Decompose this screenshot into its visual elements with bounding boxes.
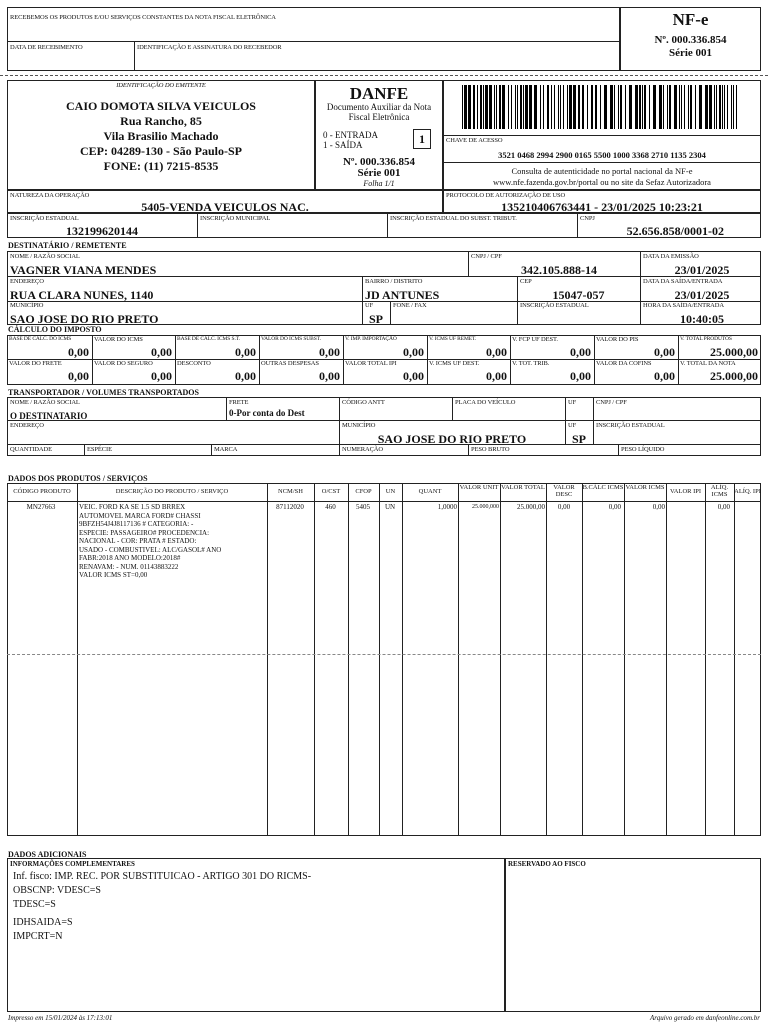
dest-uf-label: UF bbox=[365, 302, 374, 309]
barcode-bar bbox=[659, 85, 662, 129]
canhoto-nfe-number: Nº. 000.336.854 bbox=[654, 34, 727, 46]
barcode-bar bbox=[529, 85, 532, 129]
dest-municipio-label: MUNICÍPIO bbox=[10, 302, 44, 309]
frete-value: 0-Por conta do Dest bbox=[229, 408, 305, 418]
dest-cep-label: CEP bbox=[520, 278, 532, 285]
imposto-value: 25.000,00 bbox=[710, 345, 758, 359]
imposto-label: V. ICMS UF REMET. bbox=[429, 336, 477, 342]
fisco-label: RESERVADO AO FISCO bbox=[508, 860, 586, 868]
barcode-bar bbox=[688, 85, 689, 129]
imposto-value: 0,00 bbox=[654, 345, 675, 359]
barcode-bar bbox=[669, 85, 671, 129]
receiver-signature-label: IDENTIFICAÇÃO E ASSINATURA DO RECEBEDOR bbox=[137, 44, 282, 51]
natureza-value: 5405-VENDA VEICULOS NAC. bbox=[141, 200, 309, 214]
iest-label: INSCRIÇÃO ESTADUAL DO SUBST. TRIBUT. bbox=[390, 215, 517, 222]
column-divider bbox=[734, 483, 735, 836]
item-ncm: 87112020 bbox=[276, 503, 304, 511]
dest-address: RUA CLARA NUNES, 1140 bbox=[10, 288, 154, 302]
column-divider bbox=[379, 483, 380, 836]
barcode-bar bbox=[547, 85, 549, 129]
cut-line bbox=[0, 75, 768, 76]
danfe-saida: 1 - SAÍDA bbox=[323, 140, 363, 150]
imposto-value: 0,00 bbox=[235, 369, 256, 383]
produtos-section: DADOS DOS PRODUTOS / SERVIÇOS bbox=[8, 474, 148, 483]
barcode-bar bbox=[690, 85, 692, 129]
barcode-bar bbox=[727, 85, 728, 129]
cnpj-label: CNPJ bbox=[580, 215, 595, 222]
description-line: 9BFZH54J4J8117136 # CATEGORIA: - bbox=[79, 520, 194, 528]
emitente-cep: CEP: 04289-130 - São Paulo-SP bbox=[80, 144, 242, 158]
barcode-bar bbox=[515, 85, 516, 129]
item-desc-val: 0,00 bbox=[557, 503, 571, 511]
dest-cep: 15047-057 bbox=[552, 288, 605, 302]
item-cfop: 5405 bbox=[356, 503, 370, 511]
imposto-value: 0,00 bbox=[403, 369, 424, 383]
column-header: QUANT bbox=[418, 488, 442, 495]
imposto-value: 0,00 bbox=[570, 369, 591, 383]
column-header: ALÍQ. ICMS bbox=[710, 484, 729, 498]
barcode-bar bbox=[578, 85, 580, 129]
dest-ie-label: INSCRIÇÃO ESTADUAL bbox=[520, 302, 589, 309]
dest-municipio: SAO JOSE DO RIO PRETO bbox=[10, 312, 159, 326]
info-lines bbox=[13, 871, 311, 945]
imposto-value: 25.000,00 bbox=[710, 369, 758, 383]
barcode-bar bbox=[462, 85, 463, 129]
barcode-bar bbox=[477, 85, 478, 129]
barcode-bar bbox=[595, 85, 597, 129]
barcode-bar bbox=[614, 85, 615, 129]
barcode-bar bbox=[635, 85, 638, 129]
barcode-bar bbox=[517, 85, 518, 129]
column-header: UN bbox=[385, 488, 396, 495]
barcode-bar bbox=[618, 85, 619, 129]
description-line: RENAVAM: - NUM. 01143883222 bbox=[79, 562, 179, 571]
imposto-label: V. TOTAL DA NOTA bbox=[680, 360, 736, 367]
column-header: VALOR TOTAL bbox=[501, 484, 545, 491]
barcode-bar bbox=[639, 85, 641, 129]
imposto-label: V. TOT. TRIB. bbox=[512, 360, 550, 367]
imposto-label: VALOR DO ICMS SUBST. bbox=[261, 336, 321, 342]
imposto-value: 0,00 bbox=[151, 369, 172, 383]
item-total: 25.000,00 bbox=[517, 503, 545, 511]
dest-hora-label: HORA DA SAÍDA/ENTRADA bbox=[643, 302, 724, 309]
ie-label: INSCRIÇÃO ESTADUAL bbox=[10, 215, 79, 222]
dest-emissao: 23/01/2025 bbox=[674, 263, 730, 277]
imposto-label: V. IMP. IMPORTAÇÃO bbox=[345, 336, 397, 342]
imposto-label: DESCONTO bbox=[177, 360, 211, 367]
description-line: FABR:2018 ANO MODELO:2018# bbox=[79, 554, 181, 562]
column-divider bbox=[666, 483, 667, 836]
barcode-bar bbox=[644, 85, 646, 129]
transp-municipio-label: MUNICÍPIO bbox=[342, 422, 376, 429]
consult-line-1: Consulta de autenticidade no portal nacional da NF-e bbox=[511, 166, 693, 176]
column-header: DESCRIÇÃO DO PRODUTO / SERVIÇO bbox=[115, 488, 229, 495]
barcode-bar bbox=[714, 85, 715, 129]
barcode-bar bbox=[620, 85, 622, 129]
column-header: O/CST bbox=[321, 488, 341, 495]
barcode-bar bbox=[610, 85, 613, 129]
marca-label: MARCA bbox=[214, 446, 238, 453]
receipt-text: RECEBEMOS OS PRODUTOS E/OU SERVIÇOS CONSTANTES DA NOTA FISCAL ELETRÔNICA bbox=[10, 14, 276, 21]
imposto-value: 0,00 bbox=[319, 345, 340, 359]
barcode-bar bbox=[709, 85, 712, 129]
emitente-phone: FONE: (11) 7215-8535 bbox=[103, 159, 219, 173]
barcode-bar bbox=[520, 85, 522, 129]
generated-info: Arquivo gerado em danfeonline.com.br bbox=[650, 1014, 760, 1022]
description-line: AUTOMOVEL MARCA FORD# CHASSI bbox=[79, 511, 201, 520]
imposto-label: VALOR DO ICMS bbox=[94, 336, 143, 343]
column-divider bbox=[267, 483, 268, 836]
barcode-bar bbox=[681, 85, 682, 129]
barcode-bar bbox=[560, 85, 561, 129]
column-header: VALOR ICMS bbox=[625, 484, 665, 491]
barcode-bar bbox=[736, 85, 737, 129]
danfe-number: Nº. 000.336.854 bbox=[342, 156, 416, 168]
operation-type-box: 1 bbox=[413, 129, 431, 149]
column-divider bbox=[500, 483, 501, 836]
emitente-district: Vila Brasilio Machado bbox=[103, 129, 219, 143]
item-separator bbox=[7, 654, 761, 655]
dest-saida-label: DATA DA SAÍDA/ENTRADA bbox=[643, 278, 723, 285]
adicionais-section: DADOS ADICIONAIS bbox=[8, 850, 87, 859]
barcode-bar bbox=[600, 85, 601, 129]
consult-line-2: www.nfe.fazenda.gov.br/portal ou no site da Sefaz Autorizadora bbox=[493, 177, 711, 187]
description-line: NACIONAL - COR: PRATA # ESTADO: bbox=[79, 537, 197, 545]
dest-name-label: NOME / RAZÃO SOCIAL bbox=[10, 253, 80, 260]
dest-cpf-label: CNPJ / CPF bbox=[471, 253, 502, 260]
column-header: VALOR DESC bbox=[553, 484, 575, 498]
nfe-title: NF-e bbox=[672, 10, 709, 29]
barcode-bar bbox=[667, 85, 668, 129]
imposto-label: V. FCP UF DEST. bbox=[512, 336, 558, 343]
column-divider bbox=[77, 483, 78, 836]
imposto-label: VALOR DA COFINS bbox=[596, 360, 652, 367]
peso-liquido-label: PESO LÍQUIDO bbox=[621, 446, 665, 453]
info-complementares-label: INFORMAÇÕES COMPLEMENTARES bbox=[10, 860, 135, 868]
item-cst: 460 bbox=[325, 503, 336, 511]
barcode-bar bbox=[573, 85, 576, 129]
emitente-name: CAIO DOMOTA SILVA VEICULOS bbox=[66, 99, 256, 113]
description-line: VEIC. FORD KA SE 1.5 SD BRREX bbox=[79, 503, 186, 511]
barcode-bar bbox=[494, 85, 495, 129]
info-line: IDHSAIDA=S bbox=[13, 917, 73, 928]
barcode-bar bbox=[716, 85, 717, 129]
transp-name: O DESTINATARIO bbox=[10, 411, 88, 421]
item-icms: 0,00 bbox=[652, 503, 665, 511]
access-key-label: CHAVE DE ACESSO bbox=[446, 137, 503, 144]
placa-label: PLACA DO VEÍCULO bbox=[455, 399, 516, 406]
dest-bairro-label: BAIRRO / DISTRITO bbox=[365, 278, 423, 285]
barcode bbox=[462, 85, 742, 129]
transp-uf2-label: UF bbox=[568, 422, 577, 429]
barcode-bar bbox=[540, 85, 541, 129]
dest-hora: 10:40:05 bbox=[680, 312, 724, 326]
info-line: TDESC=S bbox=[13, 899, 56, 910]
barcode-bar bbox=[563, 85, 564, 129]
qtd-label: QUANTIDADE bbox=[10, 446, 52, 453]
imposto-value: 0,00 bbox=[151, 345, 172, 359]
protocol-label: PROTOCOLO DE AUTORIZAÇÃO DE USO bbox=[446, 192, 566, 199]
barcode-bar bbox=[551, 85, 552, 129]
imposto-value: 0,00 bbox=[486, 345, 507, 359]
danfe-subtitle: Documento Auxiliar da Nota Fiscal Eletrônica bbox=[326, 102, 432, 122]
barcode-bar bbox=[653, 85, 656, 129]
column-header: CFOP bbox=[355, 488, 372, 495]
item-unit: 25.000,000 bbox=[472, 504, 499, 510]
barcode-bar bbox=[705, 85, 708, 129]
barcode-bar bbox=[525, 85, 528, 129]
barcode-bar bbox=[496, 85, 497, 129]
imposto-label: VALOR DO SEGURO bbox=[94, 360, 153, 367]
transp-municipio: SAO JOSE DO RIO PRETO bbox=[377, 432, 527, 446]
info-line: IMPCRT=N bbox=[13, 931, 63, 942]
info-line: Inf. fisco: IMP. REC. POR SUBSTITUICAO - ARTIGO 301 DO RICMS- bbox=[13, 871, 312, 882]
barcode-bar bbox=[480, 85, 482, 129]
column-divider bbox=[458, 483, 459, 836]
dest-cpf: 342.105.888-14 bbox=[521, 263, 597, 277]
barcode-bar bbox=[554, 85, 555, 129]
reservado-fisco-box bbox=[505, 858, 761, 1012]
item-aliq-icms: 0,00 bbox=[717, 503, 730, 511]
barcode-bar bbox=[604, 85, 607, 129]
imposto-label: V. ICMS UF DEST. bbox=[429, 360, 480, 367]
transp-name-label: NOME / RAZÃO SOCIAL bbox=[10, 399, 80, 406]
natureza-label: NATUREZA DA OPERAÇÃO bbox=[10, 192, 90, 199]
imposto-value: 0,00 bbox=[403, 345, 424, 359]
barcode-bar bbox=[587, 85, 588, 129]
barcode-bar bbox=[473, 85, 475, 129]
dest-emissao-label: DATA DA EMISSÃO bbox=[643, 253, 699, 260]
barcode-bar bbox=[567, 85, 568, 129]
barcode-bar bbox=[569, 85, 572, 129]
barcode-bar bbox=[695, 85, 696, 129]
antt-label: CÓDIGO ANTT bbox=[342, 399, 385, 406]
barcode-bar bbox=[724, 85, 725, 129]
column-divider bbox=[348, 483, 349, 836]
barcode-bar bbox=[508, 85, 509, 129]
emitente-street: Rua Rancho, 85 bbox=[120, 114, 202, 128]
dest-fone-label: FONE / FAX bbox=[393, 302, 427, 309]
column-divider bbox=[314, 483, 315, 836]
imposto-label: V. TOTAL PRODUTOS bbox=[680, 336, 732, 342]
barcode-bar bbox=[674, 85, 677, 129]
barcode-bar bbox=[679, 85, 680, 129]
imposto-value: 0,00 bbox=[68, 345, 89, 359]
column-header: NCM/SH bbox=[278, 488, 303, 495]
emitente-info bbox=[7, 99, 315, 174]
barcode-bar bbox=[558, 85, 559, 129]
barcode-bar bbox=[489, 85, 492, 129]
barcode-bar bbox=[464, 85, 467, 129]
imposto-value: 0,00 bbox=[570, 345, 591, 359]
imposto-value: 0,00 bbox=[486, 369, 507, 383]
destinatario-section: DESTINATÁRIO / REMETENTE bbox=[8, 241, 127, 250]
barcode-bar bbox=[719, 85, 721, 129]
ie-value: 132199620144 bbox=[66, 224, 138, 238]
im-label: INSCRIÇÃO MUNICIPAL bbox=[200, 215, 271, 222]
imposto-label: VALOR DO PIS bbox=[596, 336, 639, 343]
barcode-bar bbox=[649, 85, 650, 129]
barcode-bar bbox=[629, 85, 632, 129]
column-header: CÓDIGO PRODUTO bbox=[13, 488, 71, 495]
peso-bruto-label: PESO BRUTO bbox=[471, 446, 510, 453]
barcode-bar bbox=[733, 85, 734, 129]
imposto-label: BASE DE CÁLC. DO ICMS bbox=[9, 336, 72, 342]
barcode-bar bbox=[483, 85, 484, 129]
barcode-bar bbox=[625, 85, 626, 129]
item-code: MN27663 bbox=[26, 503, 56, 511]
barcode-bar bbox=[684, 85, 685, 129]
transp-uf-label: UF bbox=[568, 399, 577, 406]
imposto-value: 0,00 bbox=[319, 369, 340, 383]
column-divider bbox=[582, 483, 583, 836]
column-divider bbox=[705, 483, 706, 836]
access-key-value: 3521 0468 2994 2900 0165 5500 1000 3368 2710 1135 2304 bbox=[498, 150, 706, 160]
danfe-title: DANFE bbox=[349, 84, 409, 103]
column-header: B.CÁLC ICMS bbox=[582, 484, 624, 491]
danfe-entrada: 0 - ENTRADA bbox=[323, 130, 378, 140]
imposto-value: 0,00 bbox=[235, 345, 256, 359]
barcode-bar bbox=[699, 85, 702, 129]
imposto-label: OUTRAS DESPESAS bbox=[261, 360, 319, 367]
info-line: OBSCNP: VDESC=S bbox=[13, 885, 101, 896]
barcode-bar bbox=[499, 85, 501, 129]
barcode-bar bbox=[523, 85, 524, 129]
item-un: UN bbox=[384, 503, 396, 511]
protocol-value: 135210406763441 - 23/01/2025 10:23:21 bbox=[501, 200, 703, 214]
barcode-bar bbox=[722, 85, 723, 129]
transp-address-label: ENDEREÇO bbox=[10, 422, 44, 429]
imposto-value: 0,00 bbox=[68, 369, 89, 383]
barcode-bar bbox=[582, 85, 584, 129]
imposto-value: 0,00 bbox=[654, 369, 675, 383]
dest-bairro: JD ANTUNES bbox=[365, 288, 440, 302]
transp-uf2: SP bbox=[571, 432, 586, 446]
emitente-section-label: IDENTIFICAÇÃO DO EMITENTE bbox=[116, 82, 206, 89]
numeracao-label: NUMERAÇÃO bbox=[342, 446, 383, 453]
column-divider bbox=[546, 483, 547, 836]
consult-info bbox=[443, 166, 761, 188]
description-line: ESPECIE: PASSAGEIRO# PROCEDENCIA: bbox=[79, 528, 210, 537]
barcode-bar bbox=[543, 85, 544, 129]
dest-name: VAGNER VIANA MENDES bbox=[10, 263, 157, 277]
danfe-series: Série 001 bbox=[357, 167, 401, 179]
barcode-bar bbox=[534, 85, 537, 129]
barcode-bar bbox=[468, 85, 471, 129]
dest-address-label: ENDEREÇO bbox=[10, 278, 44, 285]
danfe-page: Folha 1/1 bbox=[363, 179, 395, 188]
item-bc: 0,00 bbox=[608, 503, 621, 511]
barcode-bar bbox=[591, 85, 593, 129]
receipt-date-label: DATA DE RECEBIMENTO bbox=[10, 44, 83, 51]
barcode-bar bbox=[485, 85, 488, 129]
canhoto-nfe-series: Série 001 bbox=[668, 47, 713, 59]
transportador-section: TRANSPORTADOR / VOLUMES TRANSPORTADOS bbox=[8, 388, 199, 397]
column-header: VALOR UNIT bbox=[459, 484, 499, 491]
barcode-bar bbox=[642, 85, 643, 129]
barcode-bar bbox=[502, 85, 505, 129]
cnpj-value: 52.656.858/0001-02 bbox=[626, 224, 724, 238]
description-line: VALOR ICMS ST=0,00 bbox=[79, 571, 148, 579]
description-line: USADO - COMBUSTIVEL: ALC/GASOL# ANO bbox=[79, 545, 222, 554]
column-divider bbox=[402, 483, 403, 836]
column-divider bbox=[624, 483, 625, 836]
barcode-bar bbox=[663, 85, 664, 129]
imposto-label: VALOR DO FRETE bbox=[9, 360, 62, 367]
item-description bbox=[79, 503, 221, 580]
especie-label: ESPÉCIE bbox=[87, 446, 112, 453]
transp-ie-label: INSCRIÇÃO ESTADUAL bbox=[596, 422, 665, 429]
item-quant: 1,0000 bbox=[437, 503, 457, 511]
transp-cnpj-label: CNPJ / CPF bbox=[596, 399, 627, 406]
imposto-label: BASE DE CÁLC. ICMS S.T. bbox=[177, 336, 240, 342]
frete-label: FRETE bbox=[229, 399, 249, 406]
column-header: ALÍQ. IPI bbox=[734, 488, 761, 495]
barcode-bar bbox=[511, 85, 512, 129]
imposto-section: CÁLCULO DO IMPOSTO bbox=[8, 325, 102, 334]
dest-saida: 23/01/2025 bbox=[674, 288, 730, 302]
imposto-label: VALOR TOTAL IPI bbox=[345, 360, 397, 367]
column-header: VALOR IPI bbox=[669, 488, 702, 495]
printed-info: Impresso em 15/01/2024 às 17:13:01 bbox=[8, 1014, 113, 1022]
dest-uf: SP bbox=[368, 312, 383, 326]
barcode-bar bbox=[731, 85, 732, 129]
